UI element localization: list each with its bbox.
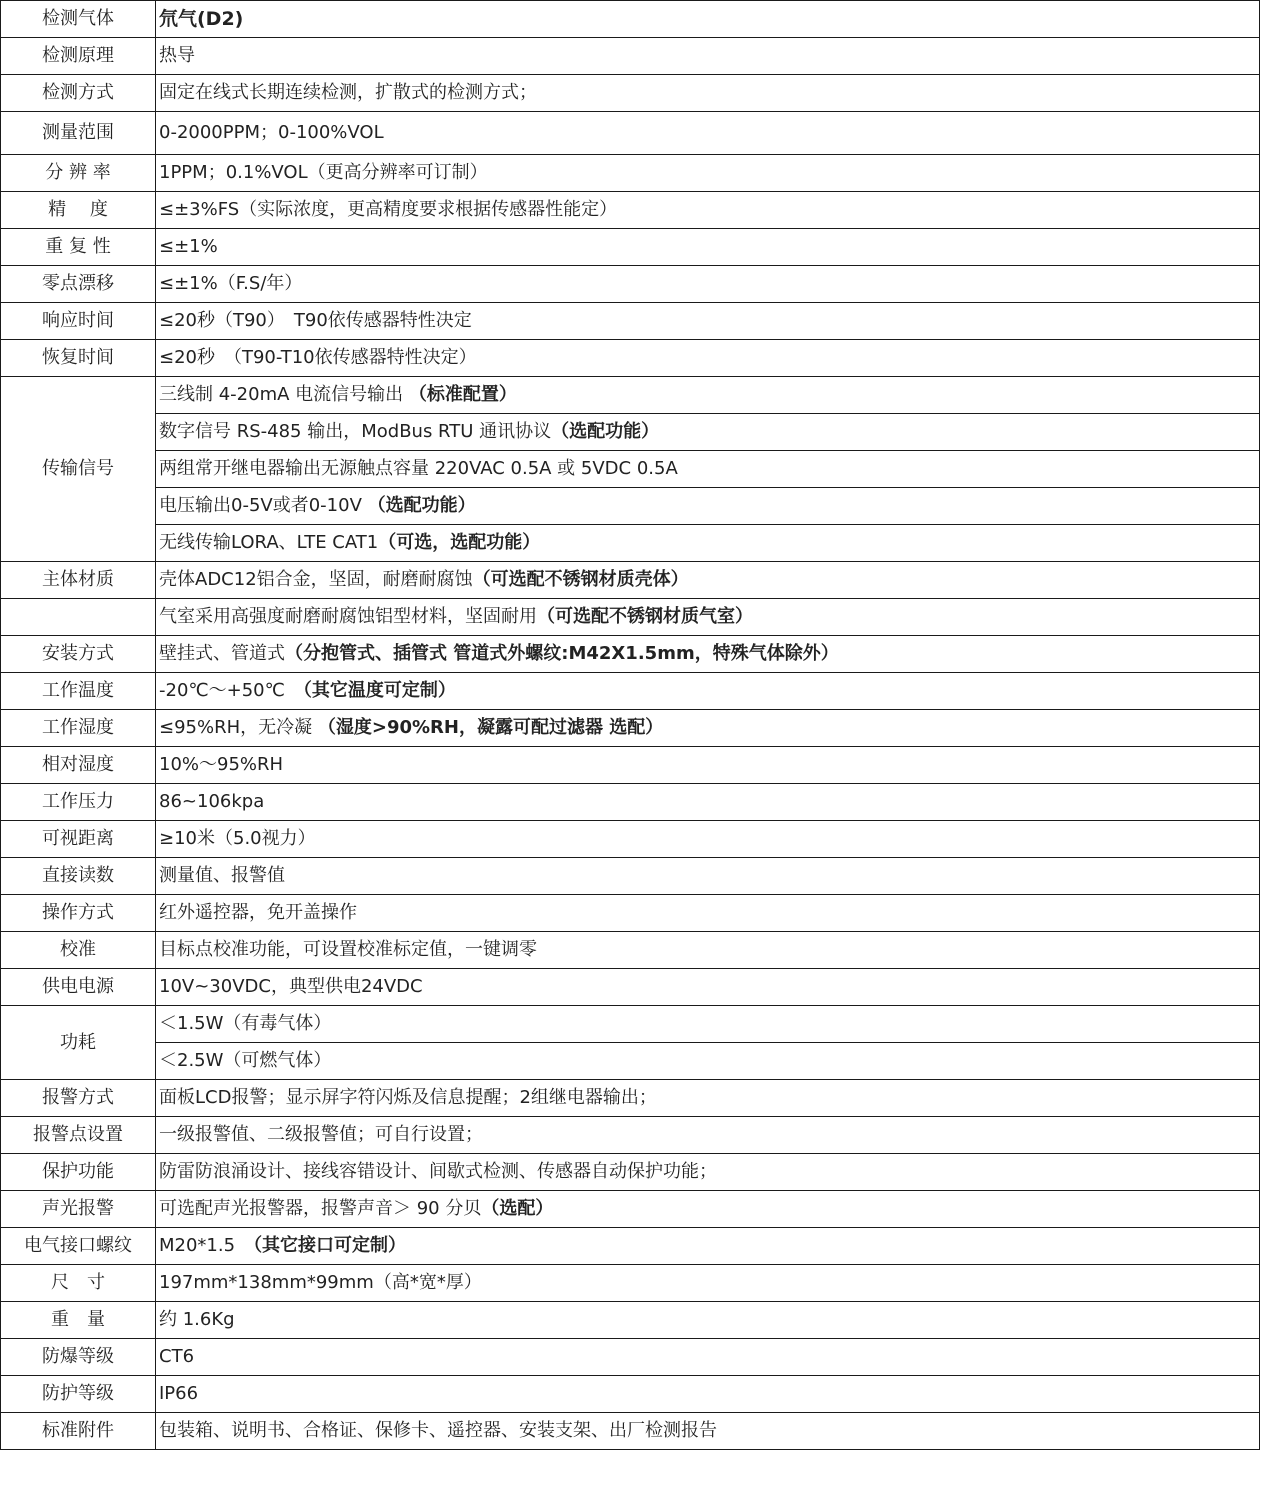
spec-label: 防爆等级 xyxy=(1,1339,156,1376)
spec-label: 重 量 xyxy=(1,1302,156,1339)
spec-value xyxy=(156,229,1260,266)
spec-label: 安装方式 xyxy=(1,636,156,673)
spec-row xyxy=(1,636,1260,673)
spec-row xyxy=(1,488,1260,525)
spec-label: 标准附件 xyxy=(1,1413,156,1450)
spec-label: 检测原理 xyxy=(1,38,156,75)
spec-row xyxy=(1,1228,1260,1265)
spec-label: 校准 xyxy=(1,932,156,969)
spec-label: 操作方式 xyxy=(1,895,156,932)
spec-value xyxy=(156,75,1260,112)
spec-value xyxy=(156,266,1260,303)
spec-row xyxy=(1,784,1260,821)
spec-value-text: ≤±1% xyxy=(159,236,218,257)
spec-value-note: （其它温度可定制） xyxy=(302,680,456,701)
spec-label: 重 复 性 xyxy=(1,229,156,266)
spec-row xyxy=(1,932,1260,969)
spec-value-note: （选配功能） xyxy=(367,495,476,516)
spec-value xyxy=(156,636,1260,673)
spec-row xyxy=(1,377,1260,414)
spec-value-note: （其它接口可定制） xyxy=(253,1235,407,1256)
spec-value-text: ＜1.5W（有毒气体） xyxy=(159,1013,332,1034)
spec-value xyxy=(156,747,1260,784)
spec-row xyxy=(1,38,1260,75)
spec-label: 声光报警 xyxy=(1,1191,156,1228)
spec-value xyxy=(156,192,1260,229)
spec-value-note: （选配） xyxy=(481,1198,554,1219)
spec-row xyxy=(1,266,1260,303)
spec-label: 相对湿度 xyxy=(1,747,156,784)
spec-value-note: （湿度>90%RH，凝露可配过滤器 选配） xyxy=(317,717,664,738)
spec-value-text: 壳体ADC12铝合金，坚固，耐磨耐腐蚀 xyxy=(159,569,473,590)
spec-value-text: 无线传输LORA、LTE CAT1 xyxy=(159,532,379,553)
spec-value xyxy=(156,1228,1260,1265)
spec-row xyxy=(1,1265,1260,1302)
spec-value-note: （可选配不锈钢材质气室） xyxy=(537,606,753,627)
spec-label: 可视距离 xyxy=(1,821,156,858)
spec-value xyxy=(156,673,1260,710)
spec-value-text: 电压输出0-5V或者0-10V xyxy=(159,495,368,516)
spec-row xyxy=(1,75,1260,112)
spec-value xyxy=(156,155,1260,192)
spec-row xyxy=(1,229,1260,266)
spec-value-text: 氘气(D2) xyxy=(159,7,244,30)
spec-value-text: 气室采用高强度耐磨耐腐蚀铝型材料，坚固耐用 xyxy=(159,606,537,627)
spec-value xyxy=(156,821,1260,858)
spec-row xyxy=(1,525,1260,562)
spec-label: 保护功能 xyxy=(1,1154,156,1191)
spec-label: 防护等级 xyxy=(1,1376,156,1413)
spec-label: 功耗 xyxy=(1,1006,156,1080)
spec-value-note: （分抱管式、插管式 管道式外螺纹:M42X1.5mm，特殊气体除外） xyxy=(285,643,839,664)
spec-value-text: ≥10米（5.0视力） xyxy=(159,828,316,849)
spec-value-text: 包装箱、说明书、合格证、保修卡、遥控器、安装支架、出厂检测报告 xyxy=(159,1420,717,1441)
spec-row xyxy=(1,599,1260,636)
spec-row xyxy=(1,340,1260,377)
spec-value-text: ≤±1%（F.S/年） xyxy=(159,273,303,294)
spec-value-text: 1PPM；0.1%VOL（更高分辨率可订制） xyxy=(159,162,488,183)
spec-value-text: 目标点校准功能，可设置校准标定值，一键调零 xyxy=(159,939,537,960)
spec-value xyxy=(156,895,1260,932)
spec-value xyxy=(156,414,1260,451)
spec-label: 恢复时间 xyxy=(1,340,156,377)
spec-value xyxy=(156,377,1260,414)
spec-row xyxy=(1,858,1260,895)
spec-table-body xyxy=(1,1,1260,1450)
spec-label: 传输信号 xyxy=(1,377,156,562)
spec-label: 主体材质 xyxy=(1,562,156,599)
spec-row xyxy=(1,112,1260,155)
spec-row xyxy=(1,155,1260,192)
spec-row xyxy=(1,1154,1260,1191)
spec-value-text: IP66 xyxy=(159,1383,199,1404)
spec-value xyxy=(156,303,1260,340)
spec-value xyxy=(156,451,1260,488)
spec-row xyxy=(1,451,1260,488)
spec-value xyxy=(156,858,1260,895)
spec-value-text: ≤±3%FS（实际浓度，更高精度要求根据传感器性能定） xyxy=(159,199,618,220)
spec-value-text: 壁挂式、管道式 xyxy=(159,643,285,664)
spec-row xyxy=(1,1339,1260,1376)
spec-label: 报警点设置 xyxy=(1,1117,156,1154)
spec-label: 检测方式 xyxy=(1,75,156,112)
spec-label: 供电电源 xyxy=(1,969,156,1006)
spec-row xyxy=(1,1191,1260,1228)
spec-row xyxy=(1,192,1260,229)
spec-value-text: 固定在线式长期连续检测，扩散式的检测方式； xyxy=(159,82,537,103)
spec-value-text: 防雷防浪涌设计、接线容错设计、间歇式检测、传感器自动保护功能； xyxy=(159,1161,717,1182)
spec-value xyxy=(156,1413,1260,1450)
spec-value xyxy=(156,969,1260,1006)
spec-value xyxy=(156,1191,1260,1228)
spec-value xyxy=(156,784,1260,821)
spec-row xyxy=(1,747,1260,784)
spec-label: 精 度 xyxy=(1,192,156,229)
spec-row xyxy=(1,1080,1260,1117)
spec-value-text: M20*1.5 xyxy=(159,1235,254,1256)
spec-value-text: 约 1.6Kg xyxy=(159,1309,235,1330)
spec-value-text: 10%～95%RH xyxy=(159,754,284,775)
spec-value xyxy=(156,1080,1260,1117)
spec-label: 响应时间 xyxy=(1,303,156,340)
spec-value xyxy=(156,1265,1260,1302)
spec-row xyxy=(1,969,1260,1006)
spec-row xyxy=(1,1117,1260,1154)
spec-row xyxy=(1,895,1260,932)
spec-row xyxy=(1,1302,1260,1339)
spec-value xyxy=(156,1154,1260,1191)
spec-value-text: 可选配声光报警器，报警声音＞ 90 分贝 xyxy=(159,1198,482,1219)
spec-value xyxy=(156,1302,1260,1339)
spec-value-text: 0-2000PPM；0-100%VOL xyxy=(159,122,384,143)
spec-label: 尺 寸 xyxy=(1,1265,156,1302)
spec-label: 工作湿度 xyxy=(1,710,156,747)
spec-label: 工作压力 xyxy=(1,784,156,821)
spec-row xyxy=(1,562,1260,599)
spec-value-text: 数字信号 RS-485 输出，ModBus RTU 通讯协议 xyxy=(159,421,552,442)
spec-label: 零点漂移 xyxy=(1,266,156,303)
spec-value xyxy=(156,340,1260,377)
spec-row xyxy=(1,821,1260,858)
spec-value xyxy=(156,1117,1260,1154)
spec-value-text: 一级报警值、二级报警值；可自行设置； xyxy=(159,1124,483,1145)
spec-value xyxy=(156,932,1260,969)
spec-value-text: CT6 xyxy=(159,1346,195,1367)
spec-value xyxy=(156,525,1260,562)
spec-row xyxy=(1,1413,1260,1450)
spec-value xyxy=(156,710,1260,747)
spec-value xyxy=(156,38,1260,75)
spec-label: 测量范围 xyxy=(1,112,156,155)
spec-value xyxy=(156,1006,1260,1043)
spec-label xyxy=(1,599,156,636)
spec-label: 检测气体 xyxy=(1,1,156,38)
spec-value-text: 面板LCD报警；显示屏字符闪烁及信息提醒；2组继电器输出； xyxy=(159,1087,657,1108)
spec-value-text: 197mm*138mm*99mm（高*宽*厚） xyxy=(159,1272,482,1293)
spec-value-note: （可选配不锈钢材质壳体） xyxy=(472,569,689,590)
spec-row xyxy=(1,1,1260,38)
spec-value-text: ≤95%RH，无冷凝 xyxy=(159,717,318,738)
spec-value xyxy=(156,1043,1260,1080)
spec-value-text: 两组常开继电器输出无源触点容量 220VAC 0.5A 或 5VDC 0.5A xyxy=(159,458,678,479)
spec-row xyxy=(1,1043,1260,1080)
spec-value-text: ≤20秒（T90） T90依传感器特性决定 xyxy=(159,310,472,331)
spec-row xyxy=(1,1376,1260,1413)
spec-value-note: （可选，选配功能） xyxy=(378,532,541,553)
spec-row xyxy=(1,303,1260,340)
spec-value xyxy=(156,599,1260,636)
spec-value xyxy=(156,1376,1260,1413)
spec-value-text: 10V~30VDC，典型供电24VDC xyxy=(159,976,423,997)
spec-value xyxy=(156,562,1260,599)
spec-value xyxy=(156,488,1260,525)
spec-value-text: ≤20秒 （T90-T10依传感器特性决定） xyxy=(159,347,477,368)
spec-value-text: 86~106kpa xyxy=(159,791,265,812)
spec-row xyxy=(1,1006,1260,1043)
spec-value-text: -20℃～+50℃ xyxy=(159,680,303,701)
spec-label: 报警方式 xyxy=(1,1080,156,1117)
spec-value xyxy=(156,1339,1260,1376)
spec-value-text: 红外遥控器，免开盖操作 xyxy=(159,902,357,923)
spec-value xyxy=(156,112,1260,155)
spec-value xyxy=(156,1,1260,38)
spec-value-note: （标准配置） xyxy=(408,384,517,405)
spec-row xyxy=(1,710,1260,747)
spec-label: 工作温度 xyxy=(1,673,156,710)
spec-value-text: 测量值、报警值 xyxy=(159,865,285,886)
spec-value-text: ＜2.5W（可燃气体） xyxy=(159,1050,332,1071)
spec-value-text: 热导 xyxy=(159,45,195,66)
spec-row xyxy=(1,414,1260,451)
spec-label: 分 辨 率 xyxy=(1,155,156,192)
spec-row xyxy=(1,673,1260,710)
spec-label: 电气接口螺纹 xyxy=(1,1228,156,1265)
spec-label: 直接读数 xyxy=(1,858,156,895)
spec-value-text: 三线制 4-20mA 电流信号输出 xyxy=(159,384,409,405)
spec-value-note: （选配功能） xyxy=(551,421,660,442)
